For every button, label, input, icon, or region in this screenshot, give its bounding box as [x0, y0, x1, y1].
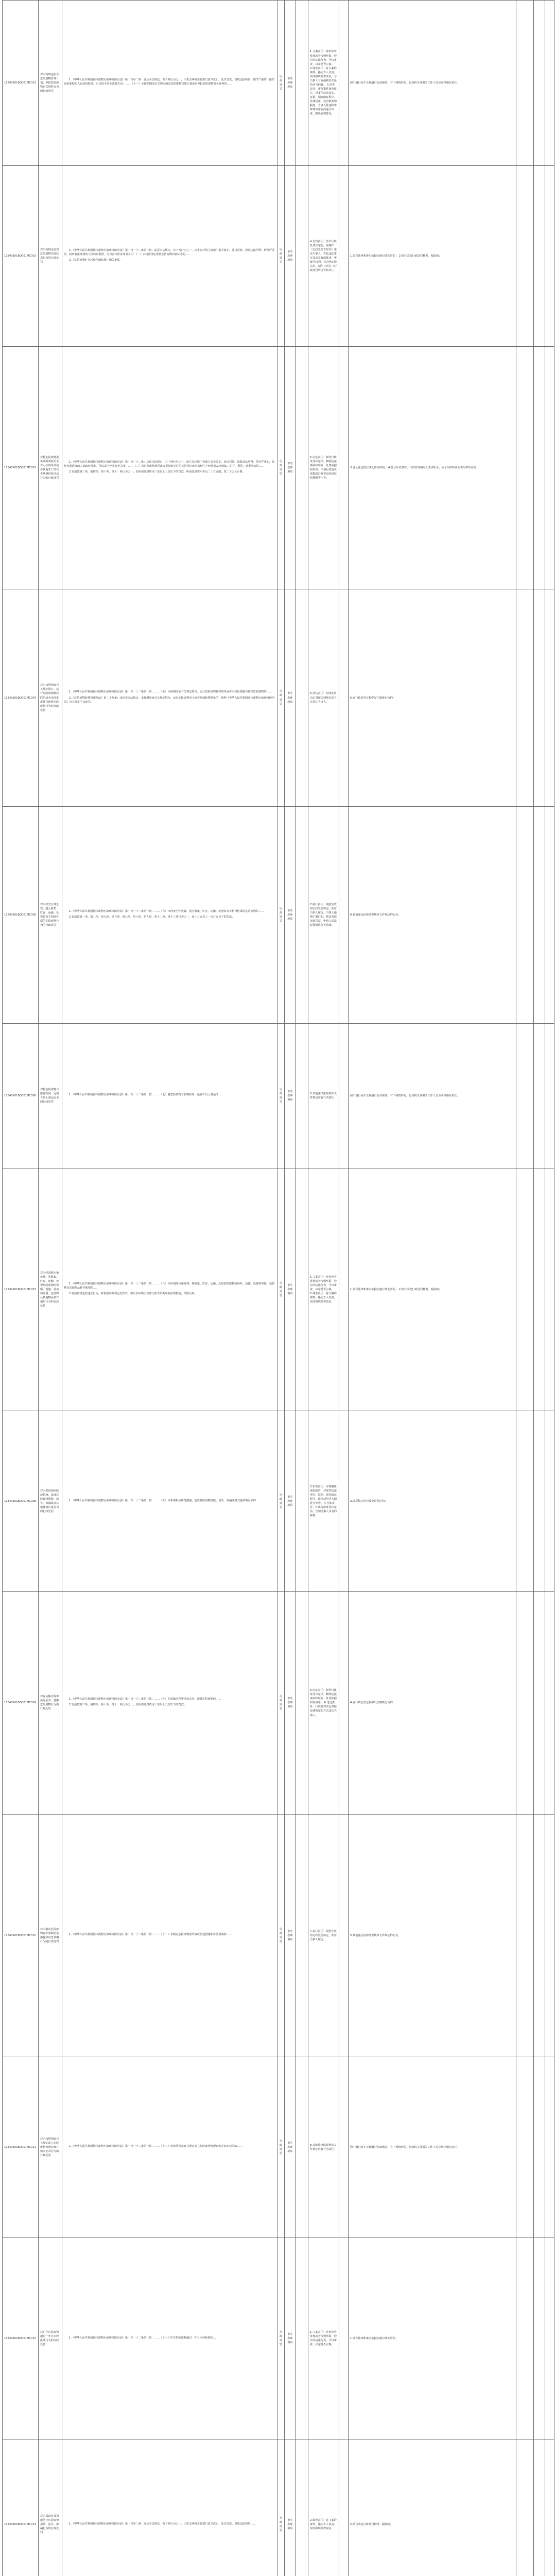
legal-basis-cell: [62, 2057, 277, 2238]
legal-basis-paragraph: 1.《中华人民共和国固体废物污染环境防治法》第一百一十二条第一款：……（七）将危险废物与旅客在同一运输工具上载运的……: [69, 1093, 224, 1097]
table-row: [3, 1, 554, 166]
subject-cell: 市生态环境局: [285, 806, 296, 1023]
item-name-cell: 对贮存危险废物超过一年且未经批准行为的行政处罚: [39, 2238, 62, 2439]
blank-cell: [339, 1592, 349, 1814]
legal-basis-cell: [62, 1023, 277, 1168]
subject-cell: 市生态环境局: [285, 2057, 296, 2238]
table-row: [3, 1411, 554, 1592]
blank-cell: [516, 2238, 534, 2439]
blank-cell: [516, 1023, 534, 1168]
subject-cell: 市生态环境局: [285, 1814, 296, 2057]
item-code-cell: 11340101BQ001MC012: [3, 2238, 39, 2439]
blank-cell: [296, 1168, 308, 1411]
table-row: [3, 589, 554, 806]
legal-basis-paragraph: 1.《中华人民共和国固体废物污染环境防治法》第一百一十二条第一款：……（五）未按照国家有关规定填写、运行危险废物转移联单或者未经批准擅自转移危险废物的……: [69, 690, 272, 694]
blank-cell: [534, 1168, 545, 1411]
power-type-cell: 行政处罚: [277, 1411, 285, 1592]
blank-cell: [545, 589, 554, 806]
blank-cell: [516, 2439, 534, 2576]
responsibility-cell: 3.审查责任：审理案件调查报告，对案件违法事实、证据、调查取证程序、法律适用等方面进行审查。 4.告知责任：作出行政处罚决定前，告知当事人享有的权利。: [308, 1411, 339, 1592]
blank-cell: [339, 165, 349, 346]
legal-basis-paragraph: 1.《中华人民共和国固体废物污染环境防治法》第一百一十二条第一款：……（十一）未制定危险废物意外事故防范措施和应急预案的……: [69, 1933, 232, 1937]
blank-cell: [534, 806, 545, 1023]
power-type-cell: 行政处罚: [277, 1168, 285, 1411]
item-code-cell: 11340101BQ001MC013: [3, 2439, 39, 2576]
power-type-cell: 行政处罚: [277, 1023, 285, 1168]
accountability-cell: 5.其他违反法律法规规章文件规定的行为。: [349, 1814, 516, 2057]
subject-cell: 市生态环境局: [285, 1592, 296, 1814]
subject-cell: 市生态环境局: [285, 1, 296, 166]
legal-basis-paragraph: 2.有前款第三项、第四项、第十项、第十一项行为之一，处所需处置费用三倍以上五倍以下的罚款。: [69, 1703, 187, 1707]
blank-cell: [516, 1168, 534, 1411]
accountability-cell: 3.违反法定的行政处罚程序的； 4.符合听证条件、行政管理相对人要求听证，应予组织听证而不组织听证的；: [349, 347, 516, 589]
blank-cell: [545, 806, 554, 1023]
subject-cell: 市生态环境局: [285, 2439, 296, 2576]
blank-cell: [339, 2238, 349, 2439]
power-type-cell: 行政处罚: [277, 589, 285, 806]
item-code-cell: 11340101BQ001MC010: [3, 1814, 39, 2057]
responsibility-cell: 7.执行责任：依照生效的行政处罚决定，监督当事人履行。当事人逾期不履行的，依法采取加处罚款、申请人民法院强制执行等措施。: [308, 806, 339, 1023]
accountability-cell: 因不履行或不正确履行行政职责，有下列情形的，行政机关及相关工作人员应承担相应责任。: [349, 2057, 516, 2238]
item-code-cell: 11340101BQ001MC005: [3, 806, 39, 1023]
accountability-cell: 6.其他违反法律法规规章文件规定的行为。: [349, 806, 516, 1023]
subject-cell: 市生态环境局: [285, 1023, 296, 1168]
blank-cell: [534, 1, 545, 166]
item-code-cell: 11340101BQ001MC007: [3, 1168, 39, 1411]
legal-basis-paragraph: 1.《中华人民共和国固体废物污染环境防治法》第一百零二条：违反本法规定，有下列行为之一，由生态环境主管部门责令改正，处以罚款，没收违法所得……: [69, 2522, 256, 2526]
table-row: [3, 165, 554, 346]
legal-basis-paragraph: 1.《中华人民共和国固体废物污染环境防治法》第一百一十二条第一款：违反本法规定，有下列行为之一，由生态环境主管部门责令改正，处以罚款，没收违法所得；情节严重的，报经有批准权的人民政府批准，可以责令停业或者关闭：（一）未按照规定设置危险废物识别标志的……: [64, 248, 275, 256]
item-name-cell: 对未采取相应防范措施，造成危险废物扬散、流失、渗漏或者其他环境污染行为的行政处罚: [39, 1411, 62, 1592]
blank-cell: [534, 2439, 545, 2576]
power-type-cell: 行政处罚: [277, 806, 285, 1023]
blank-cell: [545, 1814, 554, 2057]
table-row: [3, 806, 554, 1023]
item-name-cell: 对未经安全性处置，混合收集、贮存、运输、处置具有不相容性质的危险废物行为的行政处罚: [39, 806, 62, 1023]
blank-cell: [296, 2057, 308, 2238]
legal-basis-paragraph: 1.《中华人民共和国固体废物污染环境防治法》第一百零二条：违反本法规定，有下列行为之一，由生态环境主管部门责令改正，处以罚款，没收违法所得；情节严重的，报经有批准权的人民政府批准，可以责令停业或者关闭：……（十三）未按照国家有关规定制定危险废物管理计划或者申报危险废物有关资料的……: [64, 78, 275, 86]
legal-basis-paragraph: 1.《中华人民共和国固体废物污染环境防治法》第一百一十二条第一款：……（六）未经安全性处置，混合收集、贮存、运输、处置具有不相容性质的危险废物的……: [69, 909, 264, 913]
table-row: [3, 347, 554, 589]
legal-basis-paragraph: 1.《中华人民共和国固体废物污染环境防治法》第一百一十二条：违反本法规定，有下列行为之一，由生态环境主管部门责令改正，处以罚款，没收违法所得；情节严重的，报经有批准权的人民政府批准，可以责令停业或者关闭：……（三）将危险废物提供或者委托给无许可证的单位或者其他生产经营者从事收集、贮存、利用、处置活动的……: [64, 461, 275, 468]
blank-cell: [296, 347, 308, 589]
blank-cell: [545, 2057, 554, 2238]
power-type-cell: 行政处罚: [277, 347, 285, 589]
item-code-cell: 11340101BQ001MC009: [3, 1592, 39, 1814]
blank-cell: [534, 1023, 545, 1168]
blank-cell: [534, 2238, 545, 2439]
blank-cell: [296, 1411, 308, 1592]
blank-cell: [296, 2439, 308, 2576]
item-code-cell: 11340101BQ001MC004: [3, 589, 39, 806]
legal-basis-paragraph: 1.《中华人民共和国固体废物污染环境防治法》第一百一十二条第一款：……（十三）贮存危险废物超过一年且未经批准的……: [69, 2336, 219, 2340]
legal-basis-cell: [62, 347, 277, 589]
accountability-cell: 2.擅自改变行政处罚种类、幅度的；: [349, 2439, 516, 2576]
legal-basis-cell: [62, 1, 277, 166]
subject-cell: 市生态环境局: [285, 1168, 296, 1411]
blank-cell: [296, 1023, 308, 1168]
legal-basis-paragraph: 1.《中华人民共和国固体废物污染环境防治法》第一百一十二条第一款：……（九）未采取相应防范措施，造成危险废物扬散、流失、渗漏或者其他环境污染的……: [69, 1499, 262, 1502]
legal-basis-cell: [62, 1168, 277, 1411]
blank-cell: [339, 347, 349, 589]
legal-basis-paragraph: 1.《中华人民共和国固体废物污染环境防治法》第一百一十二条第一款：……（十）在运输过程中沿途丢弃、遗撒危险废物的……: [69, 1698, 221, 1701]
blank-cell: [296, 165, 308, 346]
responsibility-cell: 1.立案责任：对检查中发现或者接到举报、控告的违法行为，予以审查，决定是否立案。 2.调查责任：对立案的案件，指定专人负责，及时组织调查取证。: [308, 1168, 339, 1411]
power-type-cell: 行政处罚: [277, 1, 285, 166]
item-code-cell: 11340101BQ001MC008: [3, 1411, 39, 1592]
blank-cell: [534, 2057, 545, 2238]
legal-basis-cell: [62, 2238, 277, 2439]
responsibility-cell: 7.执行责任：依照生效的行政处罚决定，监督当事人履行。: [308, 1814, 339, 2057]
power-type-cell: 行政处罚: [277, 1592, 285, 1814]
blank-cell: [534, 165, 545, 346]
power-type-cell: 行政处罚: [277, 2238, 285, 2439]
item-code-cell: 11340101BQ001MC003: [3, 347, 39, 589]
responsibility-cell: 4.告知责任：作出行政处罚决定前，应制作《行政处罚告知书》送达当事人，告知违法事实及其享有的陈述、申辩等权利。符合听证规定的，制作并送达《行政处罚听证告知书》。: [308, 165, 339, 346]
blank-cell: [339, 2057, 349, 2238]
legal-basis-paragraph: 2.《危险废物转移管理办法》第二十九条：违反本办法规定，未按照国家有关规定填写、运行危险废物电子或者纸质转移联单的，依照《中华人民共和国固体废物污染环境防治法》有关规定予以处罚。: [64, 696, 275, 704]
blank-cell: [534, 589, 545, 806]
blank-cell: [296, 2238, 308, 2439]
power-type-cell: 行政处罚: [277, 1814, 285, 2057]
blank-cell: [534, 1814, 545, 2057]
legal-basis-paragraph: 2.《危险废物贮存污染控制标准》相关条款。: [69, 259, 123, 262]
responsibility-cell: 1.立案责任：对检查中发现或者接到举报、控告的违法行为，予以审查，决定是否立案。 2.调查责任：对立案的案件，指定专人负责，及时组织调查取证，与当事人有直接利害关系的应当回避。 3.审查责任：审理案件调查报告，对案件违法事实、证据、调查取证程序、法律适用、处罚种类和幅度、当事人陈述和申辩理由等方面进行审查，提出处理意见。: [308, 1, 339, 166]
responsibility-cell: 5.决定责任：制作行政处罚决定书，载明违法事实和证据、处罚依据和内容等。 6.送达责任：行政处罚决定书按法律规定的方式送达当事人。: [308, 1592, 339, 1814]
blank-cell: [296, 1592, 308, 1814]
blank-cell: [516, 1411, 534, 1592]
accountability-cell: 5.在行政处罚过程中发生腐败行为的；: [349, 589, 516, 806]
table-row: [3, 1814, 554, 2057]
blank-cell: [516, 1814, 534, 2057]
legal-basis-cell: [62, 165, 277, 346]
blank-cell: [296, 806, 308, 1023]
blank-cell: [296, 589, 308, 806]
item-name-cell: 对未按照国家有关规定填写、运行危险废物转移联单或者未经批准擅自转移危险废物行为的行政处罚: [39, 589, 62, 806]
table-row: [3, 1168, 554, 1411]
blank-cell: [516, 589, 534, 806]
legal-basis-cell: [62, 1411, 277, 1592]
table-row: [3, 1023, 554, 1168]
subject-cell: 市生态环境局: [285, 1411, 296, 1592]
table-body: [3, 1, 554, 2576]
blank-cell: [516, 1592, 534, 1814]
blank-cell: [534, 1592, 545, 1814]
item-code-cell: 11340101BQ001MC002: [3, 165, 39, 346]
table-row: [3, 2238, 554, 2439]
blank-cell: [534, 347, 545, 589]
item-name-cell: 对未按规定设置危险废物识别标志行为的行政处罚: [39, 165, 62, 346]
blank-cell: [545, 347, 554, 589]
legal-basis-paragraph: 2.对前款规定的违法行为，除依照前款规定处罚外，由生态环境主管部门责令限期采取治理措施，消除污染。: [69, 1292, 197, 1296]
subject-cell: 市生态环境局: [285, 165, 296, 346]
item-name-cell: 对未采取有效措施防止危险废物扬散、流失、渗漏行为的行政处罚: [39, 2439, 62, 2576]
blank-cell: [545, 1592, 554, 1814]
responsibility-cell: 1.立案责任：对检查中发现或者接到举报、控告的违法行为，予以审查，决定是否立案。: [308, 2238, 339, 2439]
blank-cell: [339, 1814, 349, 2057]
accountability-cell: 1.没有法律和事实依据实施行政处罚的；: [349, 2238, 516, 2439]
blank-cell: [296, 1814, 308, 2057]
legal-basis-paragraph: 1.《中华人民共和国固体废物污染环境防治法》第一百一十二条第一款：……（十二）未按照国家有关规定建立危险废物管理台账并如实记录的……: [69, 2145, 242, 2148]
responsibility-cell: 5.决定责任：制作行政处罚决定书，载明违法事实和证据、处罚依据和内容、申请行政复议或提起行政诉讼的途径和期限等内容。: [308, 347, 339, 589]
item-code-cell: 11340101BQ001MC001: [3, 1, 39, 166]
blank-cell: [534, 1411, 545, 1592]
accountability-cell: 3.违反法定的行政处罚程序的；: [349, 1411, 516, 1592]
accountability-cell: 因不履行或不正确履行行政职责，有下列情形的，行政机关及相关工作人员应承担相应责任。: [349, 1, 516, 166]
blank-cell: [545, 165, 554, 346]
item-name-cell: 对未制定危险废物意外事故防范措施和应急预案行为的行政处罚: [39, 1814, 62, 2057]
blank-cell: [545, 2439, 554, 2576]
legal-basis-paragraph: 2.有前款第一项、第二项、第五项、第六项、第七项、第八项、第九项、第十二项、第十三项行为之一，处十万元以上一百万元以下的罚款。: [69, 915, 235, 919]
blank-cell: [339, 806, 349, 1023]
power-type-cell: 行政处罚: [277, 2439, 285, 2576]
blank-cell: [545, 2238, 554, 2439]
item-code-cell: 11340101BQ001MC006: [3, 1023, 39, 1168]
accountability-cell: 4.在行政处罚过程中发生腐败行为的；: [349, 1592, 516, 1814]
legal-basis-cell: [62, 806, 277, 1023]
item-name-cell: 对将危险废物与旅客在同一运输工具上载运行为的行政处罚: [39, 1023, 62, 1168]
blank-cell: [339, 2439, 349, 2576]
blank-cell: [516, 165, 534, 346]
legal-basis-paragraph: 2.有前款第三项、第四项、第十项、第十一项行为之一，处所需处置费用三倍以上五倍以下的罚款，所需处置费用不足二十万元的，按二十万元计算。: [69, 470, 246, 474]
table-row: [3, 2057, 554, 2238]
responsibility-cell: 8.其他法律法规规章文件规定应履行的责任。: [308, 1023, 339, 1168]
subject-cell: 市生态环境局: [285, 2238, 296, 2439]
power-type-cell: 行政处罚: [277, 165, 285, 346]
item-name-cell: 对未按规定报告危险废物管理计划、申报危险废物有关资料行为的行政处罚: [39, 1, 62, 166]
item-name-cell: 对将危险废物提供或者委托给无许可证的单位或者其他生产经营者从事经营活动行为的行政处罚: [39, 347, 62, 589]
table-row: [3, 2439, 554, 2576]
legal-basis-cell: [62, 2439, 277, 2576]
blank-cell: [545, 1168, 554, 1411]
legal-basis-cell: [62, 1592, 277, 1814]
blank-cell: [545, 1023, 554, 1168]
blank-cell: [516, 2057, 534, 2238]
blank-cell: [516, 347, 534, 589]
accountability-cell: 1.没有法律和事实依据实施行政处罚的； 2.擅自改变行政处罚种类、幅度的；: [349, 165, 516, 346]
accountability-cell: 因不履行或不正确履行行政职责，有下列情形的，行政机关及相关工作人员应承担相应责任。: [349, 1023, 516, 1168]
legal-basis-cell: [62, 1814, 277, 2057]
subject-cell: 市生态环境局: [285, 589, 296, 806]
responsibility-cell: 6.送达责任：行政处罚决定书按法律规定的方式送达当事人。: [308, 589, 339, 806]
blank-cell: [516, 1, 534, 166]
legal-basis-paragraph: 1.《中华人民共和国固体废物污染环境防治法》第一百一十二条第一款：……（八）未经消除污染处理，将收集、贮存、运输、处置危险废物的场所、设施、设备和容器、包装物及其他物品转作他用的……: [64, 1282, 275, 1290]
blank-cell: [339, 1023, 349, 1168]
blank-cell: [516, 806, 534, 1023]
responsibility-cell: 8.其他法律法规规章文件规定应履行的责任。: [308, 2057, 339, 2238]
blank-cell: [339, 1411, 349, 1592]
blank-cell: [339, 1168, 349, 1411]
blank-cell: [545, 1, 554, 166]
power-list-table: [2, 0, 554, 2576]
responsibility-cell: 2.调查责任：对立案的案件，指定专人负责，及时组织调查取证。: [308, 2439, 339, 2576]
blank-cell: [339, 1, 349, 166]
accountability-cell: 1.没有法律和事实依据实施行政处罚的； 2.擅自改变行政处罚种类、幅度的；: [349, 1168, 516, 1411]
item-name-cell: 对未按照国家有关规定建立危险废物管理台账并如实记录行为的行政处罚: [39, 2057, 62, 2238]
subject-cell: 市生态环境局: [285, 347, 296, 589]
blank-cell: [545, 1411, 554, 1592]
item-name-cell: 对在运输过程中沿途丢弃、遗撒危险废物行为的行政处罚: [39, 1592, 62, 1814]
item-name-cell: 对未经消除污染处理，将收集、贮存、运输、处置危险废物的场所、设施、设备和容器、包装物及其他物品转作他用行为的行政处罚: [39, 1168, 62, 1411]
item-code-cell: 11340101BQ001MC011: [3, 2057, 39, 2238]
blank-cell: [296, 1, 308, 166]
table-row: [3, 1592, 554, 1814]
power-type-cell: 行政处罚: [277, 2057, 285, 2238]
legal-basis-cell: [62, 589, 277, 806]
blank-cell: [339, 589, 349, 806]
